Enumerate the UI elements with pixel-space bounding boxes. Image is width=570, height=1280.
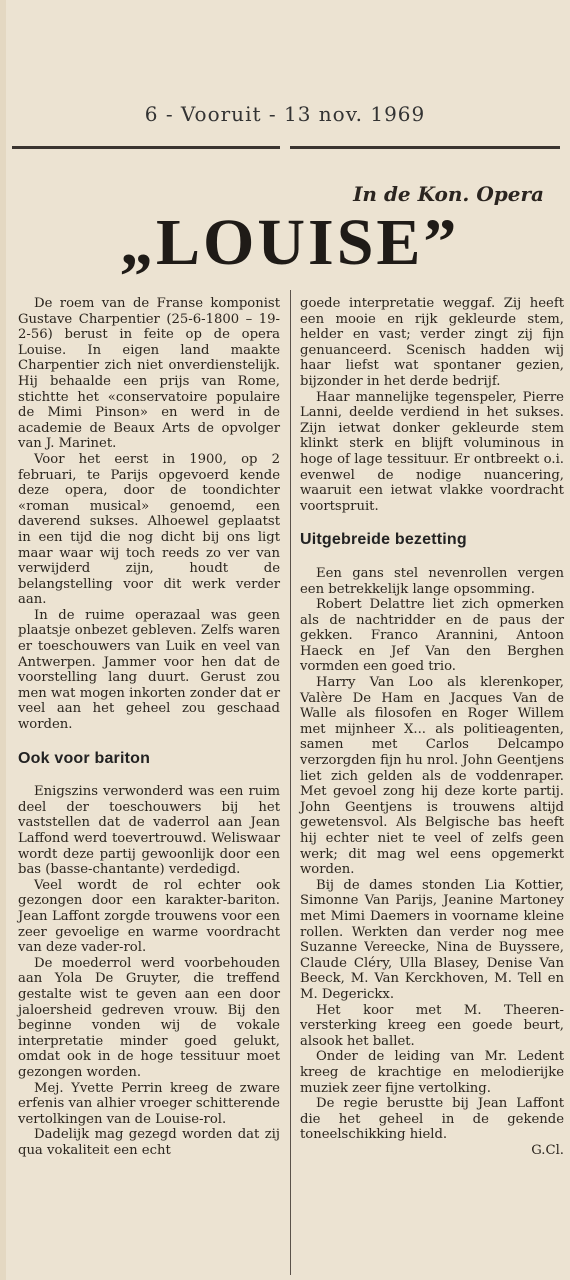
- paragraph: De roem van de Franse komponist Gustave Charpentier (25-6-1800 – 19-2-56) berust in feite op de opera Louise. In eigen land maakte Charpentier zich niet onverdienstelijk. Hij behaalde een prijs van Rome, stichtte het «conservatoire populaire de Mimi Pinson» en werd in de academie de Beaux Arts de opvolger van J. Marinet.: [18, 296, 280, 452]
- column-divider: [290, 290, 291, 1275]
- paragraph: Enigszins verwonderd was een ruim deel der toeschouwers bij het vaststellen dat de vaderrol aan Jean Laffond werd toevertrouwd. Weliswaar wordt deze partij gewoonlijk door een bas (basse-chantante) verdedigd.: [18, 784, 280, 878]
- subhead: Uitgebreide bezetting: [300, 531, 467, 549]
- paragraph: De regie berustte bij Jean Laffont die het geheel in de gekende toneelschikking hield.: [300, 1096, 564, 1143]
- paragraph: Onder de leiding van Mr. Ledent kreeg de krachtige en melodierijke muziek zeer fijne vertolking.: [300, 1049, 564, 1096]
- right-column: [300, 296, 564, 1158]
- kicker: In de Kon. Opera: [353, 182, 544, 206]
- paragraph: De moederrol werd voorbehouden aan Yola De Gruyter, die treffend gestalte wist te geven aan een door jaloersheid gedreven vrouw. Bij den beginne vonden wij de vokale interpretatie minder goed gelukt, omdat ook in de hoge tessituur moet gezongen worden.: [18, 955, 280, 1080]
- paragraph: Het koor met M. Theeren-versterking kreeg een goede beurt, alsook het ballet.: [300, 1002, 564, 1049]
- paragraph: Robert Delattre liet zich opmerken als de nachtridder en de paus der gekken. Franco Arannini, Antoon Haeck en Jef Van den Berghen vormden een goed trio.: [300, 597, 564, 675]
- paragraph: Een gans stel nevenrollen vergen een betrekkelijk lange opsomming.: [300, 565, 564, 597]
- paragraph: Bij de dames stonden Lia Kottier, Simonne Van Parijs, Jeanine Martoney met Mimi Daemers in voorname kleine rollen. Werkten dan verder nog mee Suzanne Vereecke, Nina de Buyssere, Claude Cléry, Ulla Blasey, Denise Van Beeck, M. Van Kerckhoven, M. Tell en M. Degerickx.: [300, 877, 564, 1002]
- paragraph: Voor het eerst in 1900, op 2 februari, te Parijs opgevoerd kende deze opera, door de toondichter «roman musical» genoemd, een daverend sukses. Alhoewel geplaatst in een tijd die nog dicht bij ons ligt maar waar wij toch reeds zo ver van verwijderd zijn, houdt de belangstelling voor dit werk verder aan.: [18, 451, 280, 608]
- headline: „LOUISE”: [120, 206, 460, 279]
- left-column: [18, 296, 280, 1158]
- paragraph: Harry Van Loo als klerenkoper, Valère De Ham en Jacques Van de Walle als filosofen en Roger Willem met mijnheer X... als politieagenten, samen met Carlos Delcampo verzorgden fijn hu nrol. John Geentjens liet zich gelden als de voddenraper. Met gevoel zong hij deze korte partij. John Geentjens is trouwens altijd gewetensvol. Als Belgische bas heeft hij echter niet te veel of zelfs geen werk; dit mag wel eens opgemerkt worden.: [300, 675, 564, 878]
- paragraph: Veel wordt de rol echter ook gezongen door een karakter-bariton. Jean Laffont zorgde trouwens voor een zeer gevoelige en warme voordracht van deze vader-rol.: [18, 877, 280, 956]
- subhead: Ook voor bariton: [18, 749, 151, 767]
- paragraph: In de ruime operazaal was geen plaatsje onbezet gebleven. Zelfs waren er toeschouwers van Luik en veel van Antwerpen. Jammer voor hen dat de voorstelling lang duurt. Gerust zou men wat mogen inkorten zonder dat er veel aan het geheel zou geschaad worden.: [18, 607, 280, 733]
- paragraph: Dadelijk mag gezegd worden dat zij qua vokaliteit een echt: [18, 1127, 280, 1158]
- masthead: 6 - Vooruit - 13 nov. 1969: [144, 102, 426, 126]
- clipping-edge: [0, 0, 6, 1280]
- paragraph: Haar mannelijke tegenspeler, Pierre Lanni, deelde verdiend in het sukses. Zijn ietwat donker gekleurde stem klinkt sterk en blijft voluminous in hoge of lage tessituur. Er ontbreekt o.i. evenwel de nodige nuancering, waaruit een ietwat vlakke voordracht voortspruit.: [300, 389, 564, 514]
- masthead-rule-gap: [280, 144, 290, 152]
- paragraph: goede interpretatie weggaf. Zij heeft een mooie en rijk gekleurde stem, helder en vast; verder zingt zij fijn genuanceerd. Scenisch hadden wij haar liefst wat spontaner gezien, bijzonder in het derde bedrijf.: [300, 296, 564, 389]
- paragraph: Mej. Yvette Perrin kreeg de zware erfenis van alhier vroeger schitterende vertolkingen van de Louise-rol.: [18, 1080, 280, 1127]
- author-signature: G.Cl.: [531, 1142, 564, 1158]
